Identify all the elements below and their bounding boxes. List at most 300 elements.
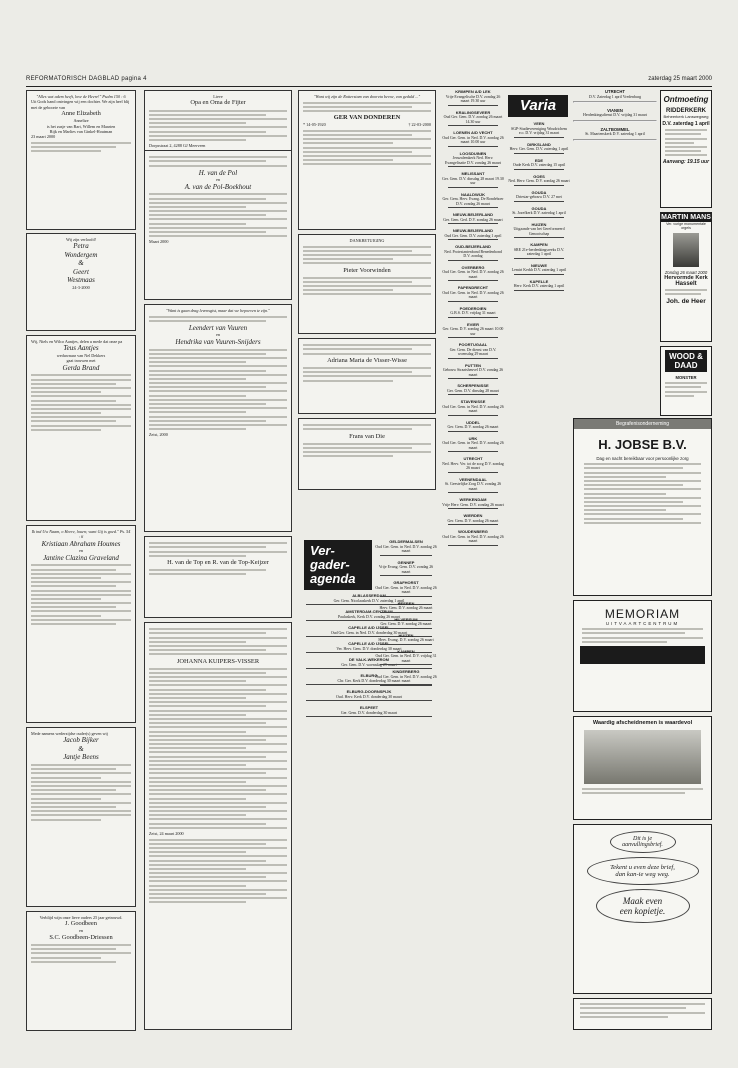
church-service-entry-detail: Oud Ger. Gem. in Ned. D.V. zondag 26 maart — [442, 290, 504, 299]
ad-name2: Hendrika van Vuuren-Snijders — [175, 337, 261, 346]
agenda-entry-title: ELBURG-DOORNSPIJK — [346, 690, 392, 694]
martin-sub: Ver. vurige monumentale orgels — [666, 222, 706, 230]
divider — [448, 301, 498, 302]
church-service-entry-detail: Oud Ger. Gem. in Ned. D.V. zondag 26 maart — [442, 534, 504, 543]
text-lines — [149, 110, 287, 141]
ad-parents: Rijk en Marlies van Ginkel-Houtman — [49, 129, 113, 135]
agenda-entry-detail: Ger. Gem. D.V. zondag 26 maart — [380, 622, 432, 626]
ad-jacob-jantje — [26, 727, 136, 907]
ad-martin-mans — [660, 212, 712, 342]
text-lines — [149, 193, 287, 237]
varia-entry — [508, 243, 570, 260]
divider — [573, 120, 657, 122]
divider — [514, 217, 564, 218]
divider — [380, 644, 432, 645]
varia-entry-detail: Herdenkingsdienst D.V. vrijdag 31 maart — [583, 113, 647, 118]
ad-and: en — [216, 177, 220, 183]
ad-and: en — [79, 928, 83, 934]
church-service-entry-detail: Ger. Gem. D.V. zondag 26 maart 10.00 uur — [442, 327, 504, 336]
ad-quote: "Want wij zijn de Rotterstam van doorvta bevoe, van geduld ..." — [313, 94, 421, 99]
varia-entry — [508, 207, 570, 219]
ad-title: DANKBETUIGING — [349, 238, 385, 243]
agenda-entry-detail: Chr. Ger. Kerk D.V. donderdag 30 maart — [337, 678, 401, 683]
divider — [380, 612, 432, 613]
ad-van-de-top — [144, 536, 292, 618]
ad-name: Opa en Oma de Fijter — [190, 99, 246, 107]
ad-goodbeen — [26, 911, 136, 1031]
divider — [514, 258, 564, 259]
church-service-entry-title: SCHERPENISSE — [457, 384, 489, 388]
divider — [448, 431, 498, 432]
agenda-entry — [374, 650, 438, 667]
ad-johanna-kuipers — [144, 622, 292, 1030]
divider — [514, 169, 564, 170]
varia-entry-detail: D.V. Zaterdag 1 april Vredenburg — [588, 94, 642, 99]
note-l1: Dit is je — [633, 836, 652, 842]
church-service-entry-detail: Ger. Gem. D.V. dinsdag 28 maart 19.30 uur — [442, 176, 504, 185]
text-lines — [149, 628, 287, 655]
header-right: zaterdag 25 maart 2000 — [648, 76, 712, 82]
agenda-entry — [374, 670, 438, 687]
ad-adriana — [298, 338, 436, 414]
varia-entry-title: VIANEN — [607, 108, 623, 113]
ad-name: Frans van Die — [349, 432, 385, 440]
varia-entry-detail: Ned. Herv. Gem. D.V. zondag 26 maart — [508, 179, 570, 183]
church-service-entry-title: LOOSDUINEN — [459, 151, 487, 156]
church-service-entry-detail: St. Geestelijke Zorg D.V. zondag 26 maart — [444, 482, 502, 491]
agenda-entry-title: GRAFHORST — [393, 581, 419, 585]
agenda-entry-title: CAPELLE A/D IJSSEL — [348, 642, 390, 646]
church-service-entry — [442, 514, 504, 526]
agenda-entry-title: DE VALK-WEKEROM — [349, 658, 389, 662]
church-service-entry-detail: Oud Ger. Gem. in Ned. D.V. zondag 26 maart — [442, 404, 504, 413]
ad-intro: Uit Gods hand ontvingen wij een dochter. We zijn heel blij met de geboorte van — [31, 99, 130, 110]
martin-city: Hasselt — [675, 281, 697, 287]
church-service-entry — [442, 131, 504, 148]
ad-name1: Leendert van Vuuren — [188, 323, 248, 332]
ad-name1: J. Goodbeen — [65, 920, 97, 928]
ad-date: Zeist, 24 maart 2000 — [149, 831, 184, 836]
church-service-entry-detail: Ger. Gem. D.V. dinsdag 28 maart — [447, 388, 499, 393]
text-lines — [661, 129, 711, 156]
ad-and: & — [78, 259, 84, 268]
church-service-entry-detail: Ger. Gem. Ged. D.V. zondag 26 maart — [443, 217, 503, 222]
varia-entry — [508, 175, 570, 187]
agenda-entry-title: HEEREN — [397, 601, 415, 606]
ad-dankbetuiging — [298, 234, 436, 334]
agenda-entry-title: ELSPEET — [359, 706, 379, 710]
memoriam-title: MEMORIAM — [604, 607, 681, 621]
ontmoeting-date: D.V. zaterdag 1 april — [662, 121, 710, 127]
ad-name: H. van de Top en R. van de Top-Keijzer — [167, 558, 269, 566]
building-photo — [584, 730, 701, 784]
divider — [448, 223, 498, 224]
agenda-entry-title: HILVERSUM — [394, 617, 418, 622]
agenda-entry — [374, 602, 438, 614]
text-lines — [31, 564, 131, 625]
varia-list — [508, 122, 570, 1030]
divider — [514, 274, 564, 275]
church-service-entry — [442, 343, 504, 360]
ad-and: en — [79, 548, 83, 554]
varia-entry — [508, 122, 570, 139]
text-lines — [149, 156, 287, 166]
note-l5: Maak even — [622, 896, 663, 906]
note-l4: dan kan-ie weg weg. — [615, 871, 670, 878]
divider — [448, 545, 498, 546]
agenda-entry-detail: Oud Ger. Gem. in Ned. D.V. zondag 26 maart — [375, 544, 437, 553]
ad-name4: Westmaas — [67, 276, 95, 285]
text-lines — [303, 443, 431, 458]
ad-sub: weduwnaar van Nel Dekkers — [56, 352, 106, 358]
agenda-entry — [374, 561, 438, 578]
church-service-entry-title: PAPENDRECHT — [457, 286, 489, 290]
church-service-entry-title: POEDEROIEN — [459, 306, 487, 311]
ad-quote: "Alles wat adem heeft, love de Heere!" Psalm 150 : 6 — [36, 94, 126, 99]
agenda-entry-detail: Oud Ger. Gem. in Ned. D.V. zondag 26 maart — [375, 674, 437, 683]
church-service-entry — [442, 152, 504, 169]
church-service-entry-detail: Ger. Gem. D.V. zondag 26 maart — [447, 425, 499, 429]
divider — [380, 628, 432, 629]
text-lines — [303, 130, 431, 166]
varia-entry-detail: SGP-Studievereniging Woudrichem e.o. D.V. vrijdag 31 maart — [511, 126, 567, 135]
varia-entry-detail: St. Jozefkerk D.V. zaterdag 1 april — [512, 211, 566, 215]
agenda-entry-detail: Ger. Gem. Nicolaaskerk D.V. zaterdag 1 april — [333, 598, 405, 603]
agenda-entry-detail: Herv. Evang. D.V. zondag 26 maart — [378, 638, 434, 642]
text-lines — [574, 788, 711, 794]
text-lines — [149, 839, 287, 904]
divider — [448, 524, 498, 525]
varia-entry-detail: Herv. Kerk D.V. zaterdag 1 april — [513, 284, 565, 288]
ad-and: gaat trouwen met — [66, 358, 96, 364]
ad-intro: Mede namens wederzijdse ouder(s) geven wij — [31, 731, 108, 736]
church-service-entry-detail: Vrije Herv. Gem. D.V. zondag 26 maart — [442, 502, 504, 507]
church-service-entry-title: NIEUW-BEIJERLAND — [452, 213, 494, 217]
ad-footer-small — [573, 998, 712, 1030]
church-service-entry-detail: Oud Ger. Gem. in Ned. D.V. zondag 26 maart 10.00 uur — [442, 135, 504, 144]
martin-title: MARTIN MANS — [661, 214, 711, 221]
varia-entry — [508, 143, 570, 155]
text-lines — [303, 102, 431, 112]
church-service-entry-detail: Ned. Herv. Ver. tot de zorg D.V. zondag 26 maart — [442, 461, 504, 470]
text-lines — [661, 289, 711, 295]
divider — [448, 394, 498, 395]
ad-date: Dorpsstraat 2, 4288 GJ Meerveen — [149, 143, 206, 149]
agenda-entry-title: KINDERBERG — [392, 670, 420, 674]
divider — [448, 146, 498, 147]
agenda-entry — [374, 618, 438, 630]
page-header — [26, 74, 712, 87]
divider — [448, 472, 498, 473]
ad-mid: is het zusje van Bart, Willem en Maarten — [46, 123, 116, 129]
ad-name1: Kristiaan Abraham Houmes — [41, 539, 121, 548]
varia-entry-detail: Lemiri Kerkh D.V. zaterdag 1 april — [511, 268, 567, 272]
ad-note-card — [573, 824, 712, 994]
divider — [514, 137, 564, 138]
ad-kristiaan-jantine — [26, 525, 136, 723]
text-lines — [149, 668, 287, 829]
church-service-entry — [442, 457, 504, 474]
divider — [448, 337, 498, 338]
church-service-entry — [442, 307, 504, 319]
text-lines — [149, 542, 287, 557]
agenda-entry-title: GENNEP — [397, 560, 415, 565]
varia-entry-detail: Herv. Ger. Gem. D.V. zaterdag 1 april — [509, 147, 569, 151]
text-lines — [31, 142, 131, 152]
jobse-name: H. JOBSE B.V. — [598, 437, 687, 452]
divider — [448, 166, 498, 167]
martin-date: Zondag 26 maart 2000 — [664, 270, 708, 275]
varia-entry-title: GOES — [533, 174, 545, 179]
ad-quote: Ik ind Uw Naam, o Heere, louen; want Gij is goed." Ps. 54 : 6 — [31, 529, 131, 540]
text-lines — [31, 374, 131, 430]
text-lines — [303, 246, 431, 265]
church-service-entry — [442, 478, 504, 495]
ad-and: & — [78, 744, 84, 753]
text-lines — [303, 424, 431, 430]
church-service-entry-title: KRIMPEN A/D LEK — [455, 90, 491, 94]
ad-date: 24-3-2000 — [72, 284, 90, 290]
agenda-entry-detail: Pauluskerk, Kerk D.V. zondag 26 maart — [338, 614, 400, 619]
agenda-entry-detail: Ger. Gem. D.V. donderdag 30 maart — [340, 710, 398, 715]
agenda-entry-detail: Vrije Evang. Gem. D.V. zondag 26 maart — [378, 565, 434, 574]
ad-date: Maart 2000 — [149, 239, 169, 245]
ontmoeting-place: RIDDERKERK — [665, 108, 706, 114]
church-service-entry — [442, 400, 504, 417]
church-service-entry-title: URK — [468, 436, 478, 441]
agenda-entry — [374, 634, 438, 646]
church-service-entry — [442, 384, 504, 396]
church-service-entry-title: EVIER — [466, 322, 479, 327]
divider — [380, 664, 432, 665]
ad-name1: Petra — [73, 242, 89, 251]
ad-petra-geert — [26, 233, 136, 331]
divider — [514, 185, 564, 186]
ad-dates — [303, 122, 431, 127]
ad-name: Adriana Maria de Visser-Wisse — [327, 356, 407, 364]
varia-entry-title: GOUDA — [531, 206, 547, 211]
ontmoeting-sub: Beheerkerk Lanswegweg — [663, 114, 709, 119]
agenda-list-2 — [374, 540, 438, 1034]
ad-name3: Geert — [73, 267, 89, 276]
note-l3: Tekent u even deze brief, — [610, 864, 675, 871]
church-service-list — [442, 90, 504, 1030]
banner-text: Waardig afscheidnemen is waardevol — [592, 720, 693, 726]
varia-entry — [508, 280, 570, 292]
church-service-entry — [442, 229, 504, 241]
church-service-entry — [442, 437, 504, 454]
agenda-entry-detail: Oud. Herv. Kerk D.V. donderdag 30 maart — [335, 694, 402, 699]
church-service-entry-title: STAVENISSE — [460, 400, 486, 404]
text-lines — [31, 764, 131, 820]
note-bubble-1 — [610, 831, 676, 853]
note-l2: aanvullingsbrief. — [622, 842, 663, 848]
church-service-entry-title: POORTUGAAL — [458, 343, 488, 347]
memoriam-sub: UITVAARTCENTRUM — [605, 621, 680, 626]
divider — [448, 451, 498, 452]
varia-entry — [573, 128, 657, 143]
church-service-entry — [442, 172, 504, 189]
church-service-entry-title: OUD-BEIJERLAND — [455, 245, 491, 249]
varia-entry-title: UTRECHT — [604, 90, 625, 94]
church-service-entry-title: WIERDEN — [463, 514, 483, 518]
church-service-entry — [442, 286, 504, 303]
varia-entry — [508, 191, 570, 203]
varia-entry-title: KAPELLE — [529, 279, 549, 284]
ad-waardig-afscheid — [573, 716, 712, 820]
text-lines — [303, 277, 431, 296]
church-service-entry — [442, 498, 504, 510]
varia-entry — [508, 223, 570, 240]
church-service-entry — [442, 213, 504, 225]
ad-jobse — [573, 418, 712, 596]
church-service-entry — [442, 266, 504, 283]
divider — [448, 415, 498, 416]
divider — [448, 187, 498, 188]
divider — [514, 290, 564, 291]
agenda-entry — [374, 540, 438, 557]
martin-bottom: Joh. de Heer — [666, 297, 706, 305]
varia-entry-title: DIRKSLAND — [527, 142, 551, 147]
church-service-entry-title: WERKENDAM — [459, 498, 487, 502]
ad-sub: Annelize — [73, 118, 89, 124]
church-service-entry-title: VEENENDAAL — [459, 477, 487, 482]
church-service-entry-detail: Ger. Gem. De dienst van D.V. woensdag 29 maart — [449, 347, 497, 356]
agenda-entry — [374, 581, 438, 598]
ad-date: Zeist, 2000 — [149, 432, 168, 438]
ad-name2: Wondergem — [64, 250, 98, 259]
ad-frans-van-die — [298, 418, 436, 490]
ad-date-death: † 22-03-2000 — [408, 122, 431, 128]
church-service-entry — [442, 421, 504, 433]
church-service-entry-title: NIEUW-BEIJERLAND — [452, 229, 494, 233]
church-service-entry — [442, 323, 504, 340]
wood-title: WOOD & DAAD — [665, 350, 707, 372]
ad-name: GER VAN DONDEREN — [333, 114, 401, 122]
varia-entry-detail: Oude Kerk D.V. zaterdag 15 april — [512, 163, 566, 167]
portrait-photo — [673, 233, 699, 267]
church-service-entry-detail: Vrije Evangelische D.V. zondag 26 maart 19.30 uur — [445, 94, 501, 103]
varia-entry-title: GOUDA — [531, 190, 547, 195]
martin-place: Hervormde Kerk — [664, 275, 708, 281]
church-service-entry — [442, 193, 504, 210]
church-service-entry-title: NAALDWIJK — [461, 192, 485, 197]
ad-name: Pieter Voorwinden — [343, 266, 391, 274]
church-service-entry-detail: Ger. Gem. D.V. zondag 26 maart — [447, 518, 499, 523]
header-left: REFORMATORISCH DAGBLAD pagina 4 — [26, 76, 147, 82]
church-service-entry — [442, 245, 504, 262]
varia-entry-detail: Uitgaande van het Gereformeerd Genootschap — [513, 227, 565, 236]
varia-entry-title: ZALTBOMMEL — [600, 127, 630, 132]
agenda-entry-detail: Herv. Gem. D.V. zondag 26 maart — [379, 606, 433, 610]
ad-intro: Verblijd wijn onze lieve ouders 25 jaar getrouwd. — [39, 915, 123, 920]
divider — [448, 105, 498, 106]
ad-name2: A. van de Pol-Boekhout — [184, 182, 252, 191]
ad-quote: "Want is gaan drag levensgist, maar dat we bepoeven te zijn." — [166, 308, 270, 313]
ad-teus-aantjes — [26, 335, 136, 521]
jobse-top: Begrafenisonderneming — [574, 419, 711, 429]
ad-name: Anne Elizabeth — [61, 110, 101, 118]
church-service-entry-title: UDDEL — [466, 420, 480, 425]
memoriam-banner — [580, 646, 705, 664]
church-service-entry-detail: Ned. Protestantenbond Benedenbond D.V. zondag — [444, 249, 502, 258]
ad-name1: Teus Aantjes — [63, 344, 99, 353]
church-service-entry-title: OVERBERG — [461, 265, 485, 270]
divider — [448, 492, 498, 493]
varia-entry-detail: St. Maartenskerk D.V. zaterdag 1 april — [585, 132, 645, 137]
divider — [448, 125, 498, 126]
varia-entry — [508, 159, 570, 171]
ontmoeting-time: Aanvang: 19.15 uur — [662, 158, 710, 165]
note-l6: een kopietje. — [619, 906, 666, 916]
church-service-entry-detail: Gebouw Straatsheuvel D.V. zondag 26 maart — [442, 368, 504, 377]
divider — [448, 358, 498, 359]
ad-ger-van-donderen — [298, 90, 436, 230]
church-service-entry-title: KRALINGSEVEER — [455, 110, 491, 115]
agenda-entry-title: KAMPEN — [397, 649, 415, 654]
church-service-entry-detail: Oud Ger. Gem. D.V. zaterdag 1 april — [444, 233, 502, 238]
vergaderagenda-header: Ver-gader-agenda — [304, 540, 372, 590]
divider — [514, 237, 564, 238]
varia-entry-detail: Driestar-gebouw D.V. 27 mei — [516, 195, 562, 199]
church-service-entry-detail: Ger. Gem. Herv. Evang. De Rondeboer D.V. zondag 26 maart — [442, 197, 504, 206]
agenda-entry-detail: Ger. Gem. D.V. woensdag 29 maart — [341, 662, 397, 667]
varia-list-2 — [573, 90, 657, 390]
varia-entry-detail: SRE 21e-herdenkingsreeks D.V. zaterdag 1 april — [513, 247, 565, 256]
text-lines — [303, 344, 431, 354]
church-service-entry — [442, 530, 504, 547]
divider — [514, 153, 564, 154]
divider — [573, 139, 657, 141]
varia-entry-title: NIEUWE — [531, 263, 547, 268]
ad-name2: Gerda Brand — [62, 363, 100, 372]
divider — [448, 280, 498, 281]
varia-entry — [573, 109, 657, 124]
varia-entry — [508, 264, 570, 276]
ad-date: 23 maart 2000 — [31, 134, 56, 140]
ad-memoriam — [573, 600, 712, 712]
ontmoeting-title: Ontmoeting — [663, 95, 709, 104]
agenda-entry-title: AMSTERDAM-CENTRUM — [345, 610, 393, 614]
ad-pre: Wij zijn verloofd! — [65, 237, 97, 242]
divider — [380, 575, 432, 576]
text-lines — [149, 316, 287, 322]
wood-sub: MONSTER — [675, 375, 697, 380]
agenda-entry-title: CAPELLE A/D IJSSEL — [348, 626, 390, 630]
church-service-entry-title: PUTTEN — [465, 363, 481, 368]
varia-entry-title: VEEN — [533, 122, 545, 126]
church-service-entry-detail: Oud Ger. Gem. in Ned. D.V. zondag 26 maart — [442, 441, 504, 450]
divider — [448, 508, 498, 509]
divider — [573, 101, 657, 103]
text-lines — [574, 463, 711, 524]
varia-entry — [573, 90, 657, 105]
church-service-entry-detail: G.B.S. D.V. vrijdag 31 maart — [450, 311, 496, 315]
text-lines — [149, 349, 287, 431]
church-service-entry-detail: Oud Ger. Gem. D.V. zondag 26 maart 14.30 uur — [443, 115, 503, 124]
church-service-entry-detail: Jeruzalemkerk Ned. Herv. Evangelisatie D.V. zondag 26 maart — [445, 156, 501, 165]
varia-header: Varia — [508, 95, 568, 117]
ad-leendert-hendrika — [144, 304, 292, 532]
varia-entry-title: HUIZEN — [531, 222, 547, 227]
ad-anne-elizabeth — [26, 90, 136, 230]
text-lines — [661, 382, 711, 397]
varia-entry-title: KAMPEN — [530, 243, 548, 247]
church-service-entry — [442, 90, 504, 107]
ad-and: en — [216, 332, 220, 338]
text-lines — [574, 999, 711, 1022]
jobse-sub: Dag en nacht bereikbaar voor persoonlijke zorg — [596, 456, 689, 461]
